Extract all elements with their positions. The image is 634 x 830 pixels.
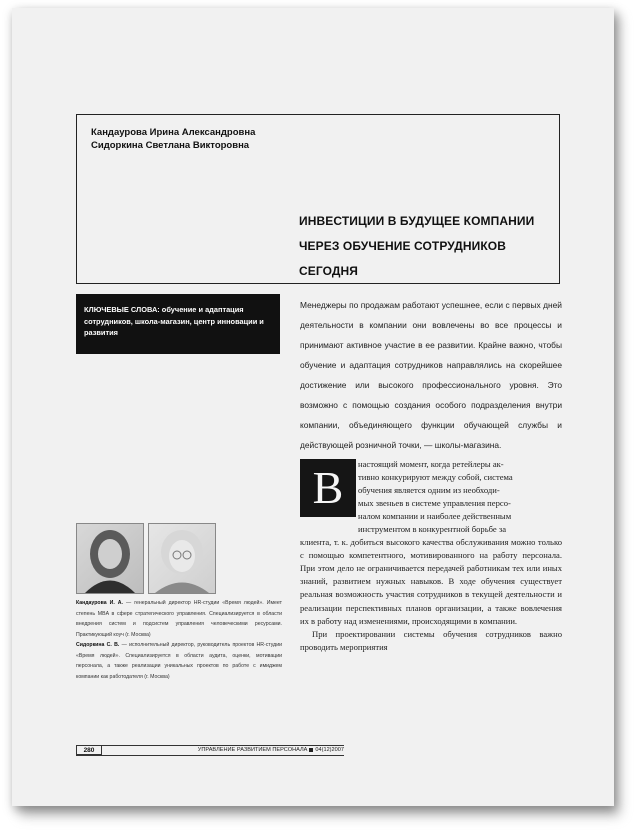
footer-rule-bottom xyxy=(76,755,344,756)
body-line: налом компании и наиболее действенным xyxy=(358,511,512,522)
square-bullet-icon xyxy=(309,748,313,752)
title-line-3: СЕГОДНЯ xyxy=(299,264,359,278)
body-paragraph-1: клиента, т. к. добиться высокого качества обслуживания можно только с помощью компетентного, мотивированного на работу персонала. При этом дело не ограничивается передачей работникам тех или иных знаний, развитием нужных навыков. В ходе обучения существует реальная возможность участия сотрудников в текущей деятельности и реализации перспективных планов организации, а также вовлечения их в работу над изменениями, происходящими в компании. xyxy=(300,537,562,626)
author-photo-kandaurova xyxy=(76,523,144,594)
body-line: тивно конкурируют между собой, система xyxy=(358,472,513,483)
body-line: настоящий момент, когда ретейлеры ак- xyxy=(358,459,504,469)
page-number: 280 xyxy=(76,745,102,755)
journal-footer xyxy=(132,746,344,755)
portrait-icon xyxy=(149,524,215,593)
body-text-top xyxy=(358,458,561,523)
article-title xyxy=(299,209,549,284)
issue-number: 04(12)2007 xyxy=(315,747,344,753)
keywords-box: КЛЮЧЕВЫЕ СЛОВА: обучение и адаптация сотрудников, школа-магазин, центр инновации и развития xyxy=(76,294,280,354)
author-2: Сидоркина Светлана Викторовна xyxy=(91,140,250,151)
body-paragraph-2: При проектировании системы обучения сотрудников важно проводить мероприятия xyxy=(300,628,562,652)
drop-cap: В xyxy=(300,459,356,517)
author-photo-sidorkina xyxy=(148,523,216,594)
title-line-2: ЧЕРЕЗ ОБУЧЕНИЕ СОТРУДНИКОВ xyxy=(299,239,506,253)
portrait-icon xyxy=(77,524,143,593)
magazine-page xyxy=(12,8,614,806)
journal-name: УПРАВЛЕНИЕ РАЗВИТИЕМ ПЕРСОНАЛА xyxy=(197,747,308,753)
article-header xyxy=(76,114,560,284)
lead-paragraph xyxy=(300,295,562,455)
title-line-1: ИНВЕСТИЦИИ В БУДУЩЕЕ КОМПАНИИ xyxy=(299,214,535,228)
body-text-main xyxy=(300,523,562,654)
author-1: Кандаурова Ирина Александровна xyxy=(91,127,256,138)
body-line: мых звеньев в системе управления персо- xyxy=(358,498,511,509)
lead-text: Менеджеры по продажам работают успешнее, если с первых дней деятельности в компании они вовлечены во все процессы и принимают активное участие в ее развитии. Крайне важно, чтобы обучение и адаптация сотрудников направлялись на скорейшее достижение или высокого профессионального уровня. Это возможно с помощью создания особого подразделения внутри компании, объединяющего функции обучающей службы и действующей розничной точки, — школы-магазина. xyxy=(300,300,562,450)
author-bios xyxy=(76,598,282,682)
body-line-6: инструментом в конкурентной борьбе за xyxy=(358,524,507,534)
authors xyxy=(91,126,255,152)
bio-kandaurova: Кандаурова И. А. — генеральный директор HR-студии «Время людей». Имеет степень MBA в сфере стратегического управления. Специализируется в области внедрения систем и подсистем управления человеческими ресурсами. Практикующий коуч (г. Москва) xyxy=(76,600,282,638)
bio-sidorkina: Сидоркина С. В. — исполнительный директор, руководитель проектов HR-студии «Время людей». Специализируется в области аудита, оценки, мотивации персонала, а также реализации уникальных проектов по работе с имиджем компании как работодателя (г. Москва) xyxy=(76,642,282,680)
body-line: обучения является одним из необходи- xyxy=(358,485,500,496)
